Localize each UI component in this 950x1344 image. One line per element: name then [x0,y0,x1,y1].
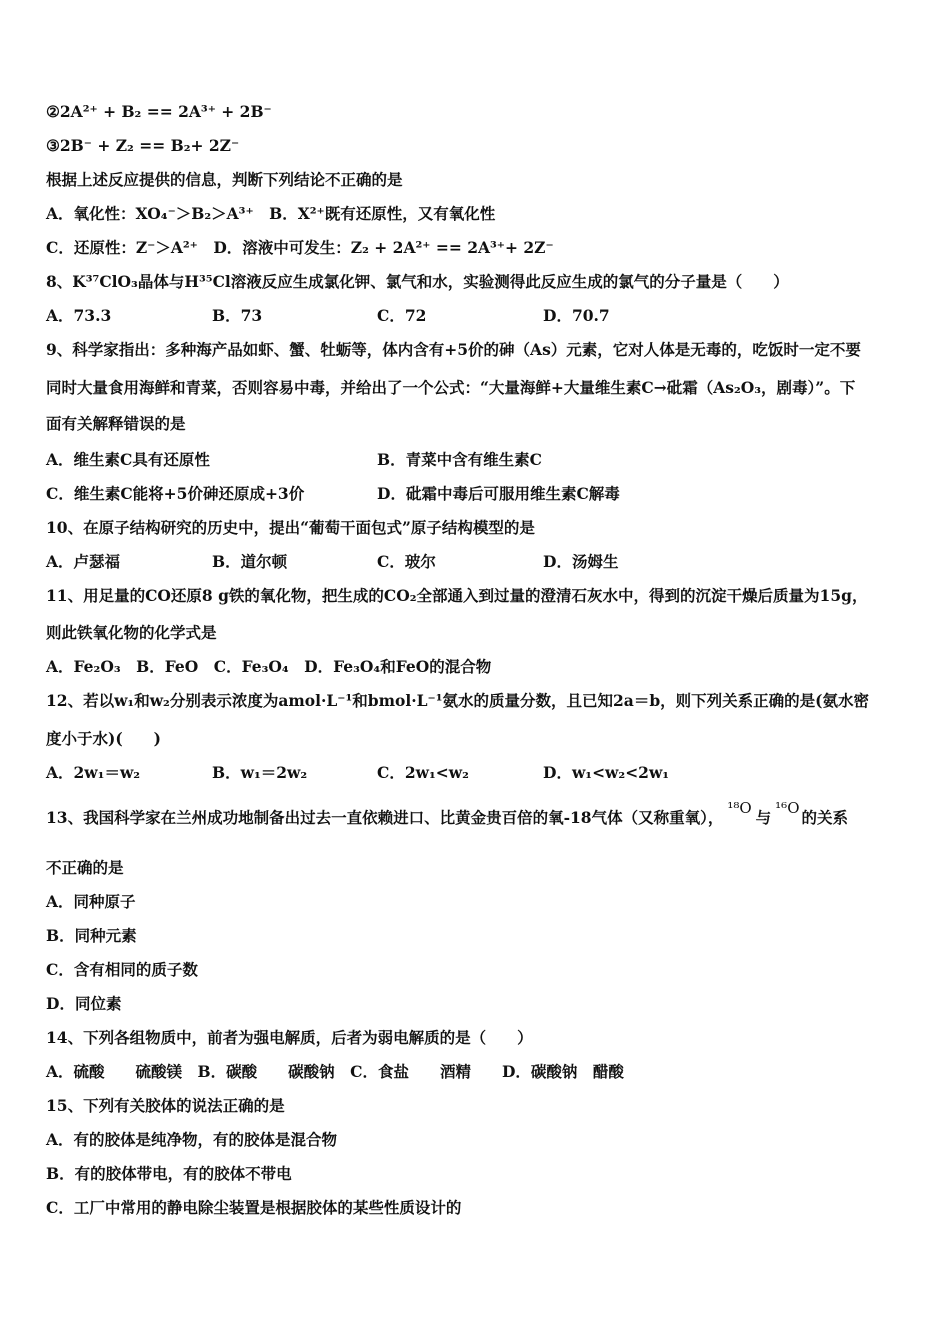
q15-option-b: B．有的胶体带电，有的胶体不带电 [46,1164,292,1183]
oxygen-16-symbol: ¹⁶O [775,799,800,817]
q10-option-a: A．卢瑟福 [46,552,121,571]
q14-options: A．硫酸 硫酸镁 B．碳酸 碳酸钠 C．食盐 酒精 D．碳酸钠 醋酸 [46,1062,624,1081]
q13-stem-line2: 不正确的是 [46,858,124,877]
q9-stem-line3: 面有关解释错误的是 [46,414,186,433]
q10-option-b: B．道尔顿 [212,552,288,571]
q9-option-b: B．青菜中含有维生素C [377,450,542,469]
q10-stem: 10、在原子结构研究的历史中，提出“葡萄干面包式”原子结构模型的是 [46,518,535,537]
q8-option-d: D．70.7 [543,306,610,325]
q7-options-cd: C．还原性：Z⁻＞A²⁺ D．溶液中可发生：Z₂ + 2A²⁺ == 2A³⁺+ 2Z⁻ [46,238,554,257]
q13-option-a: A．同种原子 [46,892,136,911]
q13-stem-text: 13、我国科学家在兰州成功地制备出过去一直依赖进口、比黄金贵百倍的氧-18气体（又称重氧）， [46,808,724,827]
q13-option-b: B．同种元素 [46,926,137,945]
q11-stem-line2: 则此铁氧化物的化学式是 [46,623,217,642]
q10-option-d: D．汤姆生 [543,552,619,571]
q9-option-a: A．维生素C具有还原性 [46,450,210,469]
q12-stem-line1: 12、若以w₁和w₂分别表示浓度为amol·L⁻¹和bmol·L⁻¹氨水的质量分数，且已知2a＝b，则下列关系正确的是(氨水密 [46,691,870,710]
q12-option-d: D．w₁<w₂<2w₁ [543,763,670,782]
q15-option-a: A．有的胶体是纯净物，有的胶体是混合物 [46,1130,338,1149]
q9-stem-line2: 同时大量食用海鲜和青菜，否则容易中毒，并给出了一个公式：“大量海鲜+大量维生素C→砒霜（As₂O₃，剧毒）”。下 [46,378,856,397]
q8-option-a: A．73.3 [46,306,112,325]
q14-stem: 14、下列各组物质中，前者为强电解质，后者为弱电解质的是（ ） [46,1028,533,1047]
q13-option-d: D．同位素 [46,994,122,1013]
q13-option-c: C．含有相同的质子数 [46,960,198,979]
q11-options: A．Fe₂O₃ B．FeO C．Fe₃O₄ D．Fe₃O₄和FeO的混合物 [46,657,492,676]
q9-stem-line1: 9、科学家指出：多种海产品如虾、蟹、牡蛎等，体内含有+5价的砷（As）元素，它对人体是无毒的，吃饭时一定不要 [46,340,861,359]
q7-options-ab: A．氧化性：XO₄⁻＞B₂＞A³⁺ B．X²⁺既有还原性，又有氧化性 [46,204,496,223]
q11-stem-line1: 11、用足量的CO还原8 g铁的氧化物，把生成的CO₂全部通入到过量的澄清石灰水中，得到的沉淀干燥后质量为15g， [46,586,868,605]
reaction-2: ②2A²⁺ + B₂ == 2A³⁺ + 2B⁻ [46,102,272,121]
q9-option-d: D．砒霜中毒后可服用维生素C解毒 [377,484,620,503]
q13-stem-line1 [46,799,849,828]
q7-stem: 根据上述反应提供的信息，判断下列结论不正确的是 [46,170,403,189]
q12-option-b: B．w₁＝2w₂ [212,763,308,782]
reaction-3: ③2B⁻ + Z₂ == B₂+ 2Z⁻ [46,136,240,155]
q12-stem-line2: 度小于水)( ) [46,729,162,748]
q15-stem: 15、下列有关胶体的说法正确的是 [46,1096,285,1115]
q12-option-a: A．2w₁＝w₂ [46,763,141,782]
q12-option-c: C．2w₁<w₂ [377,763,469,782]
q9-option-c: C．维生素C能将+5价砷还原成+3价 [46,484,305,503]
q8-option-c: C．72 [377,306,427,325]
q15-option-c: C．工厂中常用的静电除尘装置是根据胶体的某些性质设计的 [46,1198,462,1217]
q8-stem: 8、K³⁷ClO₃晶体与H³⁵Cl溶液反应生成氯化钾、氯气和水，实验测得此反应生成的氯气的分子量是（ ） [46,272,789,291]
q13-relation: 的关系 [801,808,849,827]
q13-and: 与 [755,808,772,827]
q10-option-c: C．玻尔 [377,552,436,571]
q8-option-b: B．73 [212,306,263,325]
oxygen-18-symbol: ¹⁸O [727,799,752,817]
